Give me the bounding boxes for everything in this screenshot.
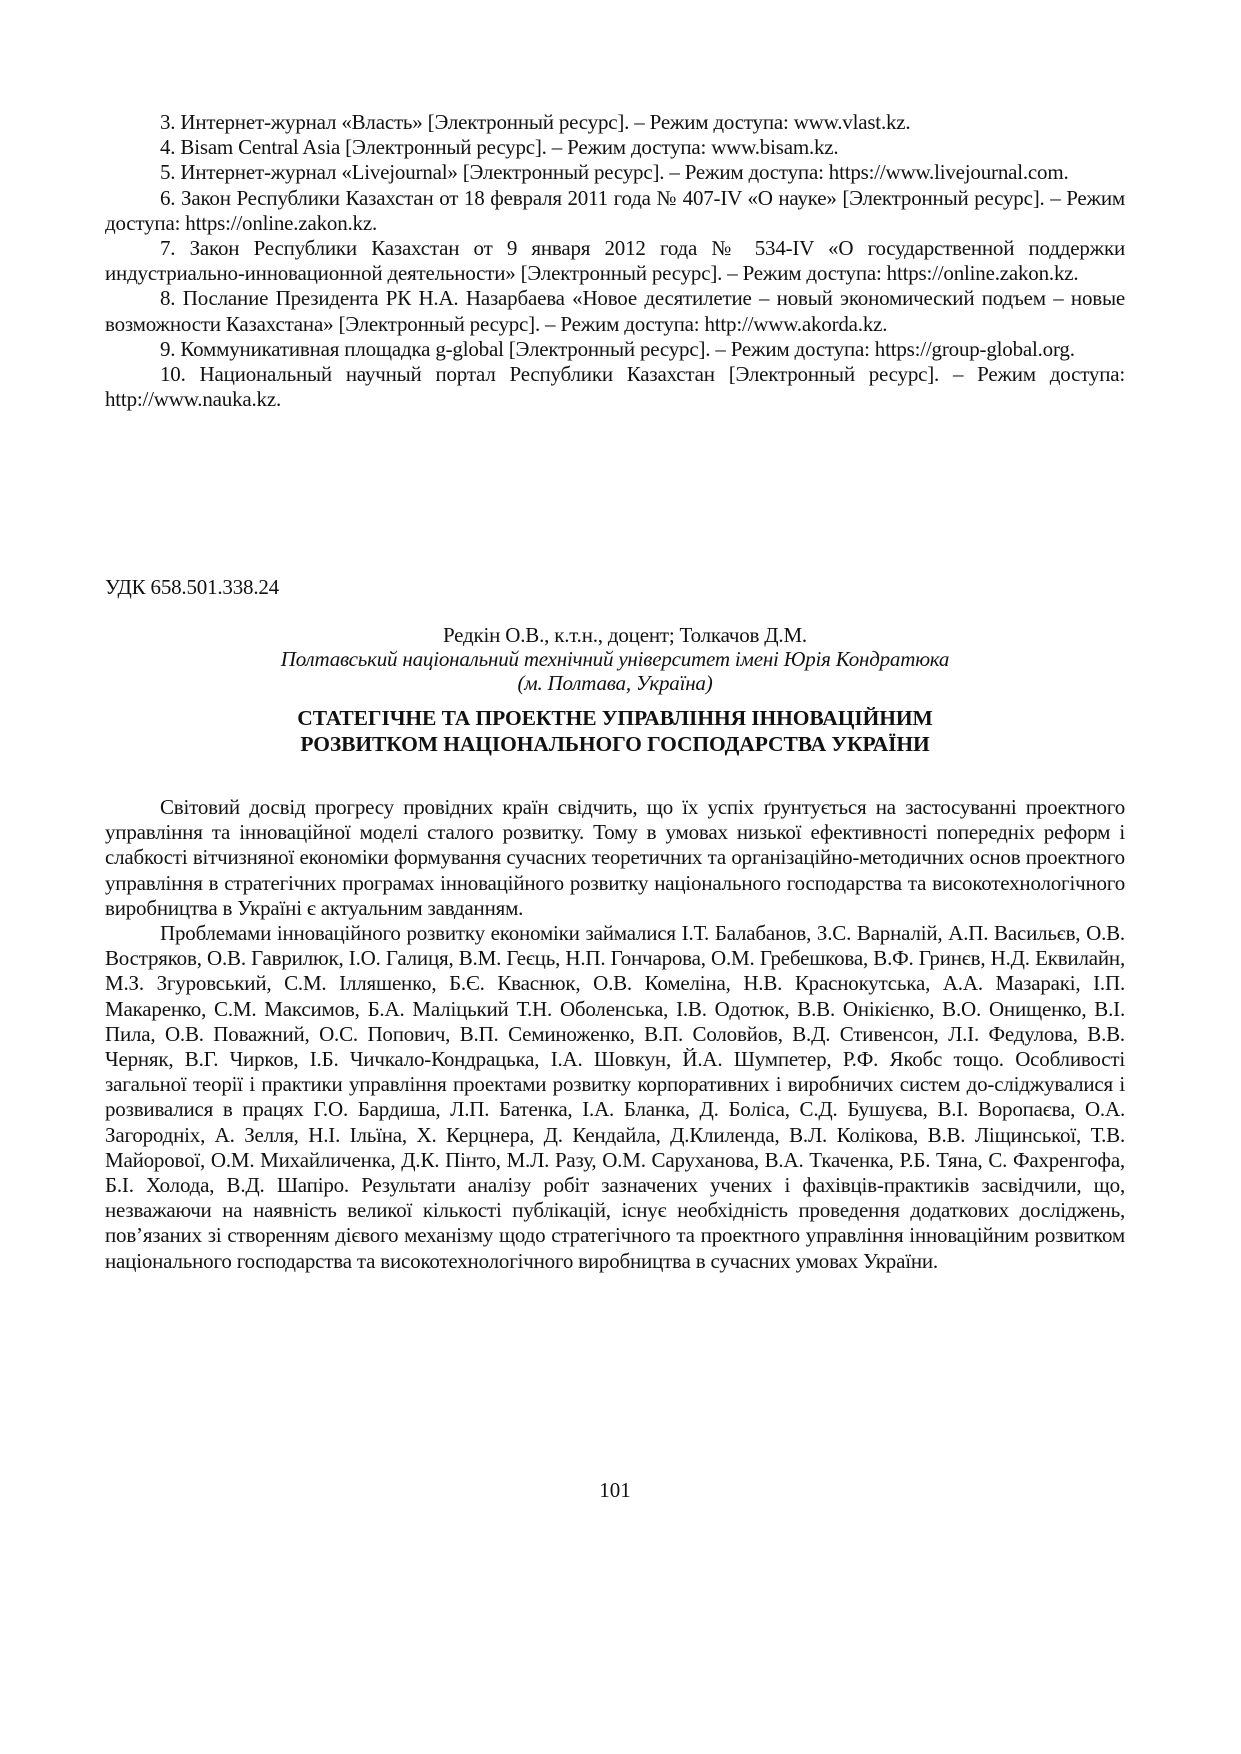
reference-list <box>105 110 1125 412</box>
reference-item: 8. Послание Президента РК Н.А. Назарбаева «Новое десятилетие – новый экономический подъем – новые возможности Казахстана» [Электронный ресурс]. – Режим доступа: http://www.akorda.kz. <box>105 286 1125 336</box>
article-title-line-1: СТАТЕГІЧНЕ ТА ПРОЕКТНЕ УПРАВЛІННЯ ІННОВАЦІЙНИМ <box>297 706 933 730</box>
reference-item: 4. Bisam Central Asia [Электронный ресурс]. – Режим доступа: www.bisam.kz. <box>160 135 839 160</box>
reference-item: 3. Интернет-журнал «Власть» [Электронный ресурс]. – Режим доступа: www.vlast.kz. <box>160 110 911 134</box>
article-byline <box>105 623 1125 695</box>
article-authors: Редкін О.В., к.т.н., доцент; Толкачов Д.М. <box>442 623 807 647</box>
article-body <box>105 795 1125 1274</box>
body-paragraph: Світовий досвід прогресу провідних країн свідчить, що їх успіх ґрунтується на застосуванні проектного управління та інноваційної моделі сталого розвитку. Тому в умовах низької ефективності попередніх реформ і слабкості вітчизняної економіки формування сучасних теоретичних та організаційно-методичних основ проектного управління в стратегічних програмах інноваційного розвитку національного господарства та високотехнологічного виробництва в Україні є актуальним завданням. <box>105 795 1125 920</box>
article-affiliation: Полтавський національний технічний університет імені Юрія Кондратюка <box>280 647 950 671</box>
reference-item: 5. Интернет-журнал «Livejournal» [Электронный ресурс]. – Режим доступа: https://www.livejournal.com. <box>160 160 1069 185</box>
reference-item: 9. Коммуникативная площадка g-global [Электронный ресурс]. – Режим доступа: https://group-global.org. <box>160 336 1075 361</box>
reference-item: 10. Национальный научный портал Республики Казахстан [Электронный ресурс]. – Режим доступа: http://www.nauka.kz. <box>105 362 1125 412</box>
page-number: 101 <box>599 1478 631 1502</box>
reference-item: 6. Закон Республики Казахстан от 18 февраля 2011 года № 407-IV «О науке» [Электронный ресурс]. – Режим доступа: https://online.zakon.kz. <box>105 185 1125 235</box>
udk-code: УДК 658.501.338.24 <box>105 575 279 599</box>
article-title-line-2: РОЗВИТКОМ НАЦІОНАЛЬНОГО ГОСПОДАРСТВА УКРАЇНИ <box>300 732 930 756</box>
article-title <box>105 705 1125 757</box>
article-location: (м. Полтава, Україна) <box>517 671 713 695</box>
reference-item: 7. Закон Республики Казахстан от 9 января 2012 года № 534-IV «О государственной поддержки индустриально-инновационной деятельности» [Электронный ресурс]. – Режим доступа: https://online.zakon.kz. <box>105 236 1125 286</box>
body-paragraph: Проблемами інноваційного розвитку економіки займалися І.Т. Балабанов, З.С. Варналій, А.П. Васильєв, О.В. Востряков, О.В. Гаврилюк, І.О. Галиця, В.М. Геєць, Н.П. Гончарова, О.М. Гребешкова, В.Ф. Гринєв, Н.Д. Еквилайн, М.З. Згуровський, С.М. Ілляшенко, Б.Є. Кваснюк, О.В. Комеліна, Н.В. Краснокутська, А.А. Мазаракі, І.П. Макаренко, С.М. Максимов, Б.А. Маліцький Т.Н. Оболенська, І.В. Одотюк, В.В. Онікієнко, В.О. Онищенко, В.І. Пила, О.В. Поважний, О.С. Попович, В.П. Семиноженко, В.П. Соловйов, В.Д. Стивенсон, Л.І. Федулова, В.В. Черняк, В.Г. Чирков, І.Б. Чичкало-Кондрацька, І.А. Шовкун, Й.А. Шумпетер, Р.Ф. Якобс тощо. Особливості загальної теорії і практики управління проектами розвитку корпоративних і виробничих систем до-сліджувалися і розвивалися в працях Г.О. Бардиша, Л.П. Батенка, І.А. Бланка, Д. Боліса, С.Д. Бушуєва, В.І. Воропаєва, О.А. Загородніх, А. Зелля, Н.І. Ільїна, Х. Керцнера, Д. Кендайла, Д.Клиленда, В.Л. Колікова, В.В. Ліщинської, Т.В. Майорової, О.М. Михайличенка, Д.К. Пінто, М.Л. Разу, О.М. Саруханова, В.А. Ткаченка, Р.Б. Тяна, С. Фахренгофа, Б.І. Холода, В.Д. Шапіро. Результати аналізу робіт зазначених учених і фахівців-практиків засвідчили, що, незважаючи на наявність великої кількості публікацій, існує необхідність проведення додаткових досліджень, пов’язаних зі створенням дієвого механізму щодо стратегічного та проектного управління інноваційним розвитком національного господарства та високотехнологічного виробництва в сучасних умовах України. <box>105 921 1125 1273</box>
